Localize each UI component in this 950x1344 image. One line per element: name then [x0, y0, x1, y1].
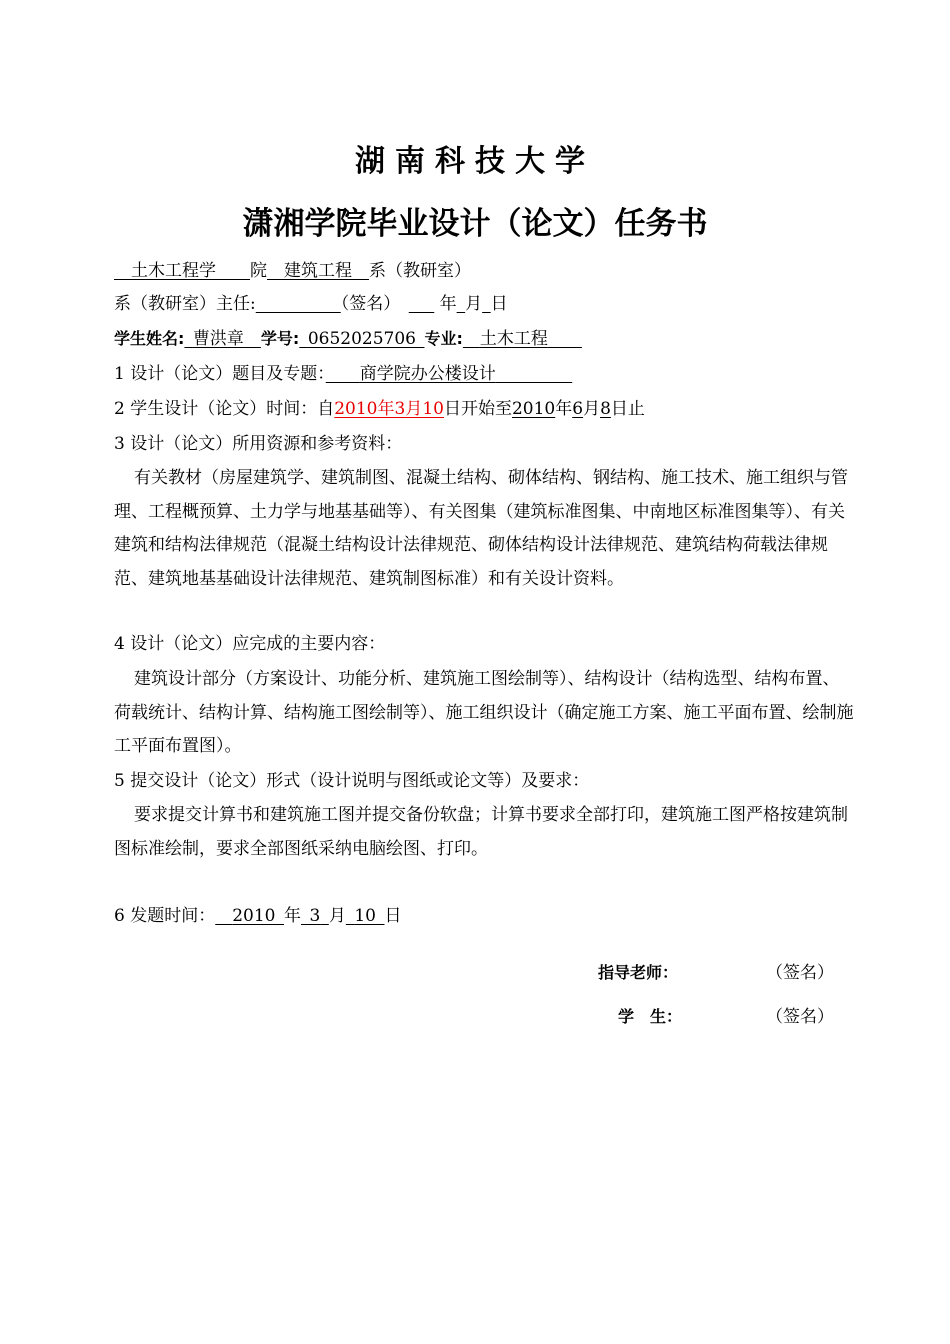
- item6-issue-date: [114, 905, 854, 927]
- year-blank: [409, 294, 435, 314]
- student-id-label: 学号:: [260, 329, 300, 348]
- issue-month-unit: 月: [328, 906, 346, 926]
- college-suffix: 院: [250, 261, 267, 281]
- issue-year: 2010: [232, 906, 276, 926]
- item2-label: 2 学生设计（论文）时间：自: [114, 399, 335, 419]
- start-day: 10: [422, 399, 444, 419]
- end-year: 2010: [511, 399, 556, 419]
- end-year-unit: 年: [555, 399, 573, 419]
- advisor-sign: （签名）: [766, 963, 834, 983]
- item1-topic: [114, 363, 854, 385]
- student-id: 0652025706: [307, 329, 416, 349]
- document-title: 潇湘学院毕业设计（论文）任务书: [242, 206, 708, 242]
- issue-day-unit: 日: [384, 906, 402, 926]
- item5-text: 要求提交计算书和建筑施工图并提交备份软盘；计算书要求全部打印，建筑施工图严格按建筑制图标准绘制，要求全部图纸采纳电脑绘图、打印。: [114, 805, 848, 859]
- month-label: 月: [465, 294, 483, 314]
- department-name: 建筑工程: [284, 261, 352, 281]
- end-month-unit: 月: [583, 399, 601, 419]
- day-blank: [482, 294, 491, 314]
- item2-period: [114, 398, 854, 420]
- start-year: 2010: [334, 399, 378, 419]
- student-info-line: [114, 328, 854, 350]
- issue-day: 10: [354, 906, 376, 926]
- end-day: 8: [600, 399, 611, 419]
- item2-end: 日止: [610, 399, 645, 419]
- start-month: 3: [394, 399, 406, 419]
- item5-label: 5 提交设计（论文）形式（设计说明与图纸或论文等）及要求：: [114, 771, 590, 791]
- end-month: 6: [572, 399, 584, 419]
- director-sign: （签名）: [340, 294, 392, 314]
- director-blank: [256, 294, 341, 314]
- major-name: 土木工程: [479, 329, 548, 349]
- college-name: 土木工程学: [131, 261, 216, 281]
- item3-text: 有关教材（房屋建筑学、建筑制图、混凝土结构、砌体结构、钢结构、施工技术、施工组织与管理、工程概预算、土力学与地基基础等）、有关图集（建筑标准图集、中南地区标准图集等）、有关建筑和结构法律规范（混凝土结构设计法律规范、砌体结构设计法律规范、建筑结构荷载法律规范、建筑地基基础设计法律规范、建筑制图标准）和有关设计资料。: [114, 468, 848, 589]
- director-line: [114, 293, 854, 315]
- day-label: 日: [490, 294, 508, 314]
- student-sign: （签名）: [766, 1007, 834, 1027]
- issue-year-unit: 年: [284, 906, 301, 926]
- item4-label: 4 设计（论文）应完成的主要内容：: [114, 634, 386, 654]
- year-label: 年: [439, 294, 457, 314]
- item2-mid: 日开始至: [443, 399, 512, 419]
- item1-value: 商学院办公楼设计: [359, 364, 496, 384]
- student-sign-label: 学 生：: [618, 1007, 683, 1026]
- student-name-label: 学生姓名:: [114, 329, 185, 348]
- month-blank: [457, 294, 466, 314]
- issue-month: 3: [309, 906, 321, 926]
- start-year-unit: 年: [377, 399, 395, 419]
- student-name: 曹洪章: [192, 329, 244, 349]
- item4-text: 建筑设计部分（方案设计、功能分析、建筑施工图绘制等）、结构设计（结构选型、结构布置、荷载统计、结构计算、结构施工图绘制等）、施工组织设计（确定施工方案、施工平面布置、绘制施工平面布置图）。: [114, 669, 854, 756]
- item1-label: 1 设计（论文）题目及专题：: [114, 364, 326, 384]
- advisor-label: 指导老师：: [598, 963, 679, 982]
- student-signature-row: [618, 1006, 682, 1028]
- start-month-unit: 月: [405, 399, 423, 419]
- item6-label: 6 发题时间：: [114, 906, 216, 926]
- item3-label: 3 设计（论文）所用资源和参考资料：: [114, 434, 403, 454]
- advisor-signature-row: [598, 962, 678, 984]
- director-label: 系（教研室）主任:: [114, 294, 256, 314]
- department-suffix: 系（教研室）: [369, 261, 471, 281]
- department-line: [114, 260, 854, 282]
- university-title: 湖南科技大学: [355, 144, 595, 179]
- major-label: 专业:: [424, 329, 463, 348]
